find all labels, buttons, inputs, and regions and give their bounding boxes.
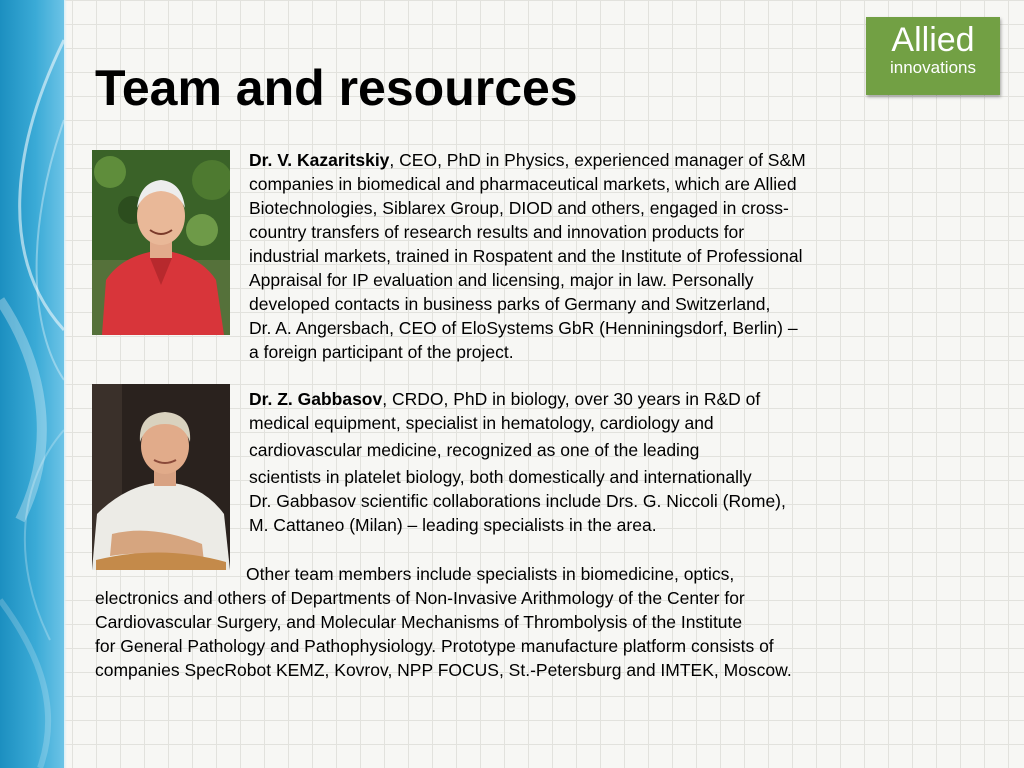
- paragraph-line: for General Pathology and Pathophysiology. Prototype manufacture platform consists of: [95, 636, 774, 656]
- logo-line2: innovations: [889, 58, 976, 77]
- bio-line: developed contacts in business parks of Germany and Switzerland,: [249, 294, 771, 314]
- gabbasov-photo: [92, 384, 230, 570]
- paragraph-line: electronics and others of Departments of Non-Invasive Arithmology of the Center for: [95, 588, 745, 608]
- bio-line: M. Cattaneo (Milan) – leading specialists in the area.: [249, 515, 657, 535]
- page-title: Team and resources: [95, 60, 578, 116]
- bio-line: medical equipment, specialist in hematology, cardiology and: [249, 413, 714, 433]
- bio-line: Biotechnologies, Siblarex Group, DIOD and others, engaged in cross-: [249, 198, 789, 218]
- kazaritskiy-bio: [249, 148, 979, 364]
- paragraph-line: Cardiovascular Surgery, and Molecular Mechanisms of Thrombolysis of the Institute: [95, 612, 743, 632]
- bio-line: scientists in platelet biology, both domestically and internationally: [249, 467, 752, 487]
- kazaritskiy-photo: [92, 150, 230, 335]
- bio-line: country transfers of research results and innovation products for: [249, 222, 745, 242]
- bio-line: Appraisal for IP evaluation and licensing, major in law. Personally: [249, 270, 754, 290]
- decorative-side-band: [0, 0, 64, 768]
- bio-line: companies in biomedical and pharmaceutical markets, which are Allied: [249, 174, 797, 194]
- member-name: Dr. V. Kazaritskiy: [249, 150, 390, 170]
- other-team-paragraph: [95, 562, 995, 682]
- paragraph-line: Other team members include specialists in biomedicine, optics,: [246, 564, 735, 584]
- bio-line: Dr. V. Kazaritskiy, CEO, PhD in Physics, experienced manager of S&M: [249, 150, 806, 170]
- gabbasov-bio: [249, 387, 979, 537]
- bio-line: Dr. Z. Gabbasov, CRDO, PhD in biology, over 30 years in R&D of: [249, 389, 761, 409]
- portrait-illustration-2: [92, 384, 230, 570]
- swirl-decoration: [0, 0, 64, 768]
- bio-line: Dr. Gabbasov scientific collaborations include Drs. G. Niccoli (Rome),: [249, 491, 786, 511]
- bio-line: Dr. A. Angersbach, CEO of EloSystems GbR (Henniningsdorf, Berlin) –: [249, 318, 798, 338]
- member-name: Dr. Z. Gabbasov: [249, 389, 383, 409]
- paragraph-line: companies SpecRobot KEMZ, Kovrov, NPP FOCUS, St.-Petersburg and IMTEK, Moscow.: [95, 660, 792, 680]
- allied-innovations-logo: [866, 17, 1000, 95]
- bio-line: industrial markets, trained in Rospatent and the Institute of Professional: [249, 246, 803, 266]
- bio-line: cardiovascular medicine, recognized as one of the leading: [249, 440, 700, 460]
- side-band-edge: [64, 0, 67, 768]
- logo-line1: Allied: [891, 21, 975, 59]
- bio-line: a foreign participant of the project.: [249, 342, 514, 362]
- portrait-illustration-1: [92, 150, 230, 335]
